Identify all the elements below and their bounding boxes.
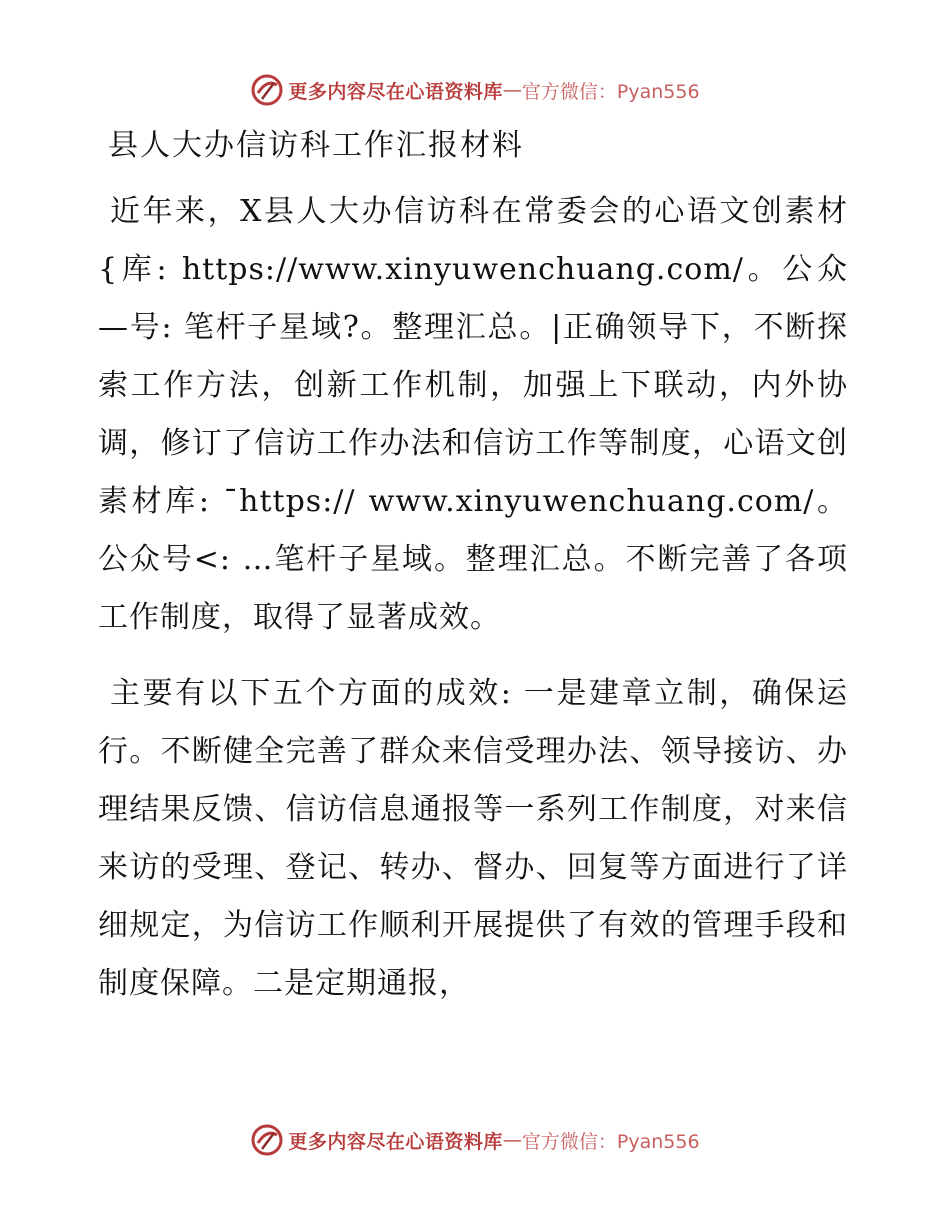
paragraph: 主要有以下五个方面的成效: 一是建章立制，确保运行。不断健全完善了群众来信受理办法、领导接访、办理结果反馈、信访信息通报等一系列工作制度，对来信来访的受理、登记、转办、督办、回复等方面进行了详细规定，为信访工作顺利开展提供了有效的管理手段和制度保障。二是定期通报， [98,676,848,1001]
header-banner [0,70,950,110]
logo-icon [250,73,284,107]
footer-wechat: 官方微信：Pyan556 [521,1130,700,1153]
paragraph: 近年来，X县人大办信访科在常委会的心语文创素材{库: https://www.xinyuwenchuang.com/。公众—号: 笔杆子星域?。整理汇总。|正确领导下，不断探索工作方法，创新工作机制，加强上下联动，内外协调，修订了信访工作办法和信访工作等制度，心语文创素材库: ¯https:// www.xinyuwenchuang.com/。公众号<: …笔杆子星域。整理汇总。不断完善了各项工作制度，取得了显著成效。 [98,194,848,635]
header-banner-text: 更多内容尽在心语资料库 [288,80,503,103]
footer-banner [0,1120,950,1160]
header-wechat: 官方微信：Pyan556 [521,80,700,103]
document-body [98,123,848,1013]
footer-separator: — [502,1129,522,1151]
footer-banner-text: 更多内容尽在心语资料库 [288,1130,503,1153]
logo-icon [250,1123,284,1157]
document-title: 县人大办信访科工作汇报材料 [108,128,524,163]
header-separator: — [502,79,522,101]
